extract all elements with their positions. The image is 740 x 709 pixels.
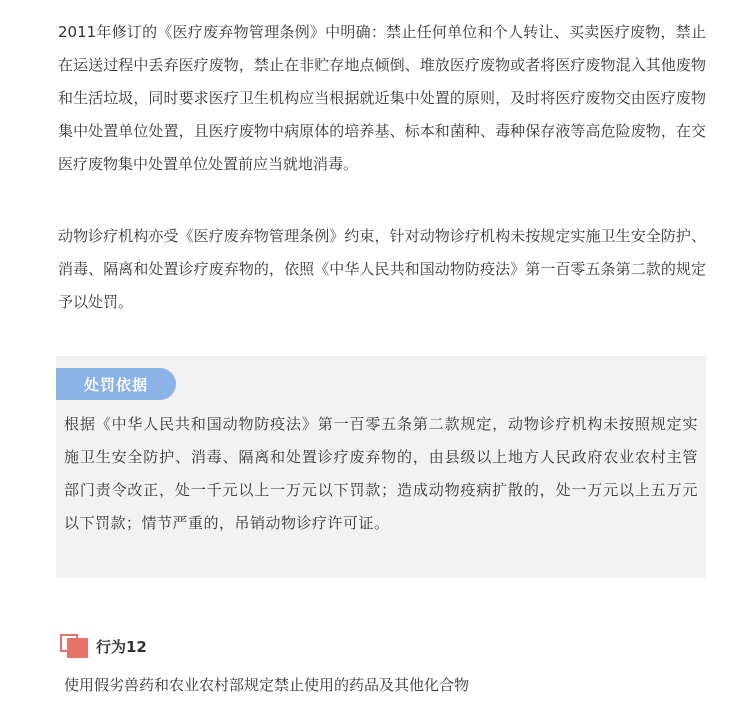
regulation-paragraph: 动物诊疗机构亦受《医疗废弃物管理条例》约束，针对动物诊疗机构未按规定实施卫生安全防护、消毒、隔离和处置诊疗废弃物的，依照《中华人民共和国动物防疫法》第一百零五条第二款的规定予以处罚。 [58,227,706,311]
section-icon-fill [67,638,88,658]
penalty-basis-tag: 处罚依据 [56,368,176,400]
intro-paragraph: 2011年修订的《医疗废弃物管理条例》中明确：禁止任何单位和个人转让、买卖医疗废物，禁止在运送过程中丢弃医疗废物，禁止在非贮存地点倾倒、堆放医疗废物或者将医疗废物混入其他废物和生活垃圾，同时要求医疗卫生机构应当根据就近集中处置的原则，及时将医疗废物交由医疗废物集中处置单位处置，且医疗废物中病原体的培养基、标本和菌种、毒种保存液等高危险废物，在交医疗废物集中处置单位处置前应当就地消毒。 [58,23,706,173]
penalty-basis-box [56,356,706,578]
section-description: 使用假劣兽药和农业农村部规定禁止使用的药品及其他化合物 [64,676,470,694]
penalty-basis-text: 根据《中华人民共和国动物防疫法》第一百零五条第二款规定，动物诊疗机构未按照规定实施卫生安全防护、消毒、隔离和处置诊疗废弃物的，由县级以上地方人民政府农业农村主管部门责令改正，处一千元以上一万元以下罚款；造成动物疫病扩散的，处一万元以上五万元以下罚款；情节严重的，吊销动物诊疗许可证。 [64,415,698,532]
section-title: 行为12 [96,638,147,656]
section-square-icon [60,634,88,662]
